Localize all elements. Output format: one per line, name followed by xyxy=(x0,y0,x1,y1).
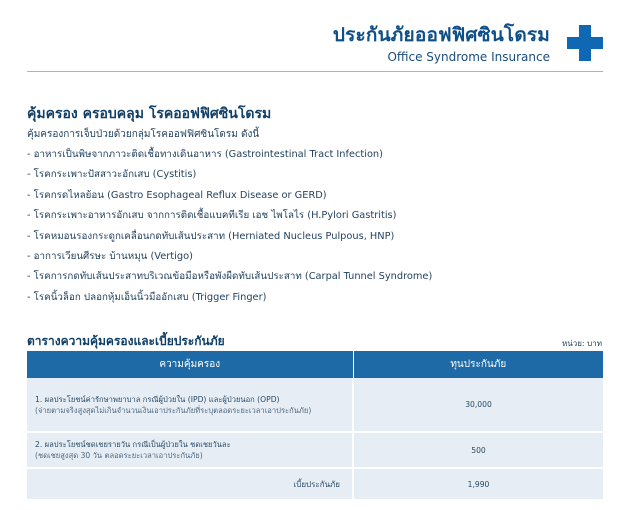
sum-insured-value: 500 xyxy=(353,432,603,468)
table-header-row xyxy=(27,351,603,378)
coverage-description: 2. ผลประโยชน์ชดเชยรายวัน กรณีเป็นผู้ป่วยใน ชดเชยวันละ xyxy=(35,440,231,449)
coverage-note: (ชดเชยสูงสุด 30 วัน ตลอดระยะเวลาเอาประกันภัย) xyxy=(35,451,203,460)
page-header xyxy=(0,0,630,72)
coverage-table xyxy=(27,351,603,501)
table-row xyxy=(27,432,603,468)
unit-note: หน่วย: บาท xyxy=(561,339,602,348)
coverage-intro: คุ้มครองการเจ็บป่วยด้วยกลุ่มโรคออฟฟิศซินโดรม ดังนี้ xyxy=(27,129,260,140)
coverage-item: - อาการเวียนศีรษะ บ้านหมุน (Vertigo) xyxy=(27,249,432,269)
page-title-thai: ประกันภัยออฟฟิศซินโดรม xyxy=(332,24,550,46)
medical-cross-icon xyxy=(567,25,603,61)
column-header-coverage: ความคุ้มครอง xyxy=(27,351,353,378)
premium-label-cell xyxy=(27,468,353,500)
column-header-sum-insured: ทุนประกันภัย xyxy=(353,351,603,378)
coverage-item: - โรคหมอนรองกระดูกเคลื่อนกดทับเส้นประสาท (Herniated Nucleus Pulpous, HNP) xyxy=(27,229,432,249)
coverage-item: - โรคกรดไหลย้อน (Gastro Esophageal Reflux Disease or GERD) xyxy=(27,188,432,208)
coverage-list xyxy=(27,147,432,310)
header-divider xyxy=(27,71,603,72)
coverage-heading: คุ้มครอง ครอบคลุม โรคออฟฟิศซินโดรม xyxy=(27,106,272,122)
coverage-item: - โรคกระเพาะอาหารอักเสบ จากการติดเชื้อแบคทีเรีย เอช ไพโลไร (H.Pylori Gastritis) xyxy=(27,208,432,228)
coverage-item: - โรคการกดทับเส้นประสาทบริเวณข้อมือหรือพังผืดทับเส้นประสาท (Carpal Tunnel Syndrome) xyxy=(27,269,432,289)
coverage-item: - อาหารเป็นพิษจากภาวะติดเชื้อทางเดินอาหาร (Gastrointestinal Tract Infection) xyxy=(27,147,432,167)
coverage-note: (จ่ายตามจริงสูงสุดไม่เกินจำนวนเงินเอาประกันภัยที่ระบุตลอดระยะเวลาเอาประกันภัย) xyxy=(35,405,312,415)
table-row xyxy=(27,378,603,432)
premium-value: 1,990 xyxy=(353,468,603,500)
coverage-item: - โรคกระเพาะปัสสาวะอักเสบ (Cystitis) xyxy=(27,167,432,187)
coverage-item: - โรคนิ้วล็อก ปลอกหุ้มเอ็นนิ้วมืออักเสบ (Trigger Finger) xyxy=(27,290,432,310)
table-heading: ตารางความคุ้มครองและเบี้ยประกันภัย xyxy=(27,334,225,348)
page-title-english: Office Syndrome Insurance xyxy=(387,50,550,64)
coverage-cell xyxy=(27,432,353,468)
coverage-description: 1. ผลประโยชน์ค่ารักษาพยาบาล กรณีผู้ป่วยใน (IPD) และผู้ป่วยนอก (OPD) xyxy=(35,394,280,404)
premium-row xyxy=(27,468,603,500)
premium-label: เบี้ยประกันภัย xyxy=(293,479,340,489)
coverage-cell xyxy=(27,378,353,432)
sum-insured-value: 30,000 xyxy=(353,378,603,432)
